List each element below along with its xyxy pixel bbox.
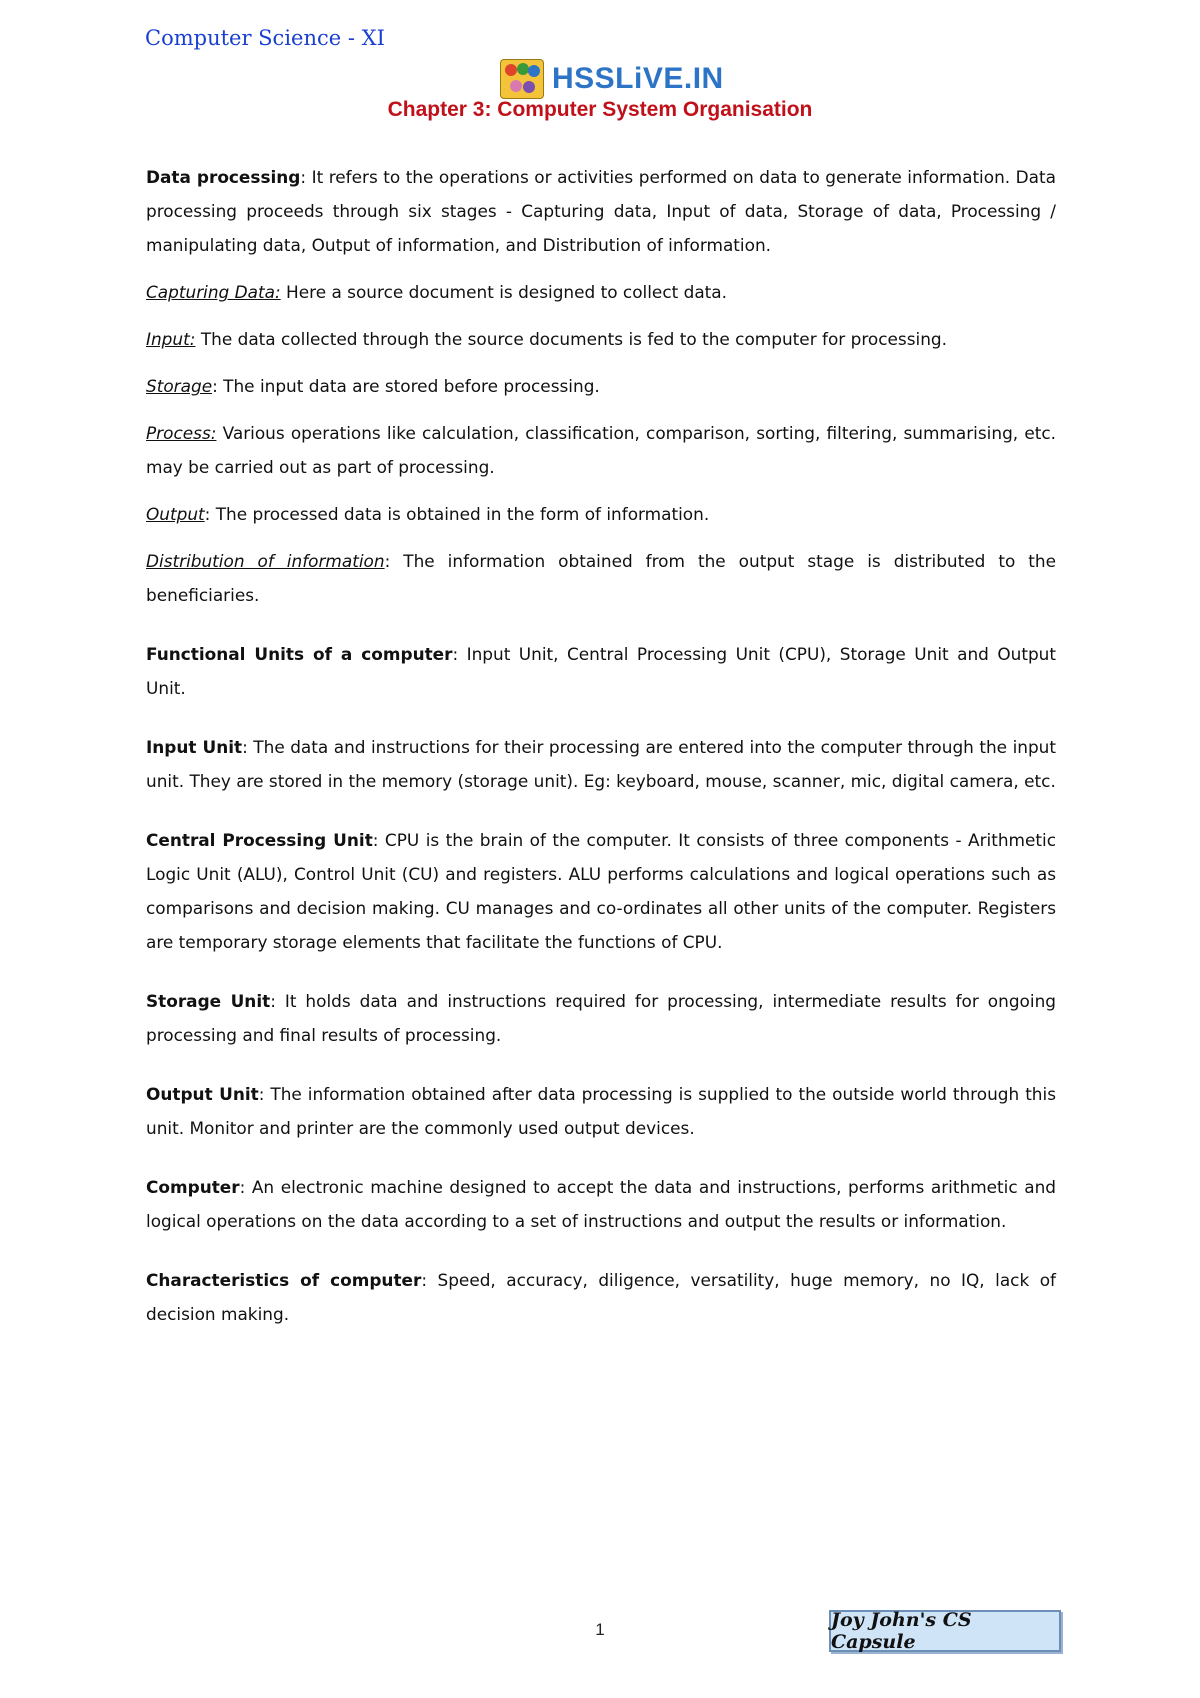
site-logo [500,58,724,100]
paragraph-storage: Storage: The input data are stored before processing. [146,376,600,396]
author-stamp-text: Joy John's CS Capsule [831,1609,972,1653]
paragraph-data-processing: Data processing: It refers to the operations or activities performed on data to generate information. Data processing proceeds through six stages - Capturing data, Input of data, Storage of data, Processing / manipulating data, Output of information, and Distribution of information. [146,167,1056,255]
definition-cpu: CPU is the brain of the computer. It consists of three components - Arithmetic Logic Unit (ALU), Control Unit (CU) and registers. ALU performs calculations and logical operations such as comparisons and decision making. CU manages and co-ordinates all other units of the computer. Registers are temporary storage elements that facilitate the functions of CPU. [146,830,1056,952]
definition-capturing-data: Here a source document is designed to collect data. [286,282,728,302]
definition-storage-unit: It holds data and instructions required for processing, intermediate results for ongoing processing and final results of processing. [146,991,1057,1045]
definition-computer: An electronic machine designed to accept the data and instructions, performs arithmetic and logical operations on the data according to a set of instructions and output the results or information. [146,1177,1056,1231]
definition-storage: The input data are stored before processing. [223,376,600,396]
paragraph-cpu: Central Processing Unit: CPU is the brain of the computer. It consists of three components - Arithmetic Logic Unit (ALU), Control Unit (CU) and registers. ALU performs calculations and logical operations such as comparisons and decision making. CU manages and co-ordinates all other units of the computer. Registers are temporary storage elements that facilitate the functions of CPU. [146,830,1056,952]
definition-output: The processed data is obtained in the form of information. [215,504,710,524]
term-storage-unit: Storage Unit [146,991,271,1011]
term-data-processing: Data processing [146,167,301,187]
definition-input: The data collected through the source documents is fed to the computer for processing. [200,329,947,349]
term-output-unit: Output Unit [146,1084,259,1104]
subject-header: Computer Science - XI [145,26,385,50]
page-number: 1 [595,1620,605,1639]
definition-data-processing: It refers to the operations or activities performed on data to generate information. Data processing proceeds through six stages - Capturing data, Input of data, Storage of data, Processing / manipulating data, Output of information, and Distribution of information. [146,167,1056,255]
term-process: Process: [146,423,217,443]
paragraph-process [146,416,1056,484]
paragraph-functional-units: Functional Units of a computer: Input Unit, Central Processing Unit (CPU), Storage Unit and Output Unit. [146,644,1056,698]
paragraph-output: Output: The processed data is obtained in the form of information. [146,504,710,524]
paragraph-characteristics: Characteristics of computer: Speed, accuracy, diligence, versatility, huge memory, no IQ, lack of decision making. [146,1270,1057,1324]
definition-process: Various operations like calculation, classification, comparison, sorting, filtering, summarising, etc. may be carried out as part of processing. [146,423,1056,477]
term-distribution: Distribution of information [146,551,385,571]
logo-icon [500,59,544,99]
term-capturing-data: Capturing Data: [146,282,281,302]
term-cpu: Central Processing Unit [146,830,373,850]
definition-functional-units: Input Unit, Central Processing Unit (CPU), Storage Unit and Output Unit. [146,644,1056,698]
definition-characteristics: Speed, accuracy, diligence, versatility, huge memory, no IQ, lack of decision making. [146,1270,1057,1324]
paragraph-input [146,322,1056,356]
definition-input-unit: The data and instructions for their processing are entered into the computer through the input unit. They are stored in the memory (storage unit). Eg: keyboard, mouse, scanner, mic, digital camera, etc. [146,737,1057,791]
definition-distribution: The information obtained from the output stage is distributed to the beneficiaries. [146,551,1057,605]
term-characteristics: Characteristics of computer [146,1270,422,1290]
term-storage: Storage [146,376,213,396]
content-body [146,160,1056,1331]
paragraph-distribution: Distribution of information: The information obtained from the output stage is distributed to the beneficiaries. [146,551,1057,605]
paragraph-computer: Computer: An electronic machine designed to accept the data and instructions, performs arithmetic and logical operations on the data according to a set of instructions and output the results or information. [146,1177,1056,1231]
chapter-title: Chapter 3: Computer System Organisation [387,98,813,121]
term-input-unit: Input Unit [146,737,243,757]
author-stamp [829,1610,1061,1652]
paragraph-capturing-data [146,275,1056,309]
term-input: Input: [146,329,196,349]
paragraph-storage-unit: Storage Unit: It holds data and instructions required for processing, intermediate results for ongoing processing and final results of processing. [146,991,1057,1045]
logo-text: HSSLiVE.IN [552,62,724,95]
definition-output-unit: The information obtained after data processing is supplied to the outside world through this unit. Monitor and printer are the commonly used output devices. [146,1084,1057,1138]
term-output: Output [146,504,205,524]
term-computer: Computer [146,1177,240,1197]
paragraph-input-unit: Input Unit: The data and instructions for their processing are entered into the computer through the input unit. They are stored in the memory (storage unit). Eg: keyboard, mouse, scanner, mic, digital camera, etc. [146,737,1057,791]
term-functional-units: Functional Units of a computer [146,644,453,664]
paragraph-output-unit: Output Unit: The information obtained after data processing is supplied to the outside world through this unit. Monitor and printer are the commonly used output devices. [146,1084,1057,1138]
